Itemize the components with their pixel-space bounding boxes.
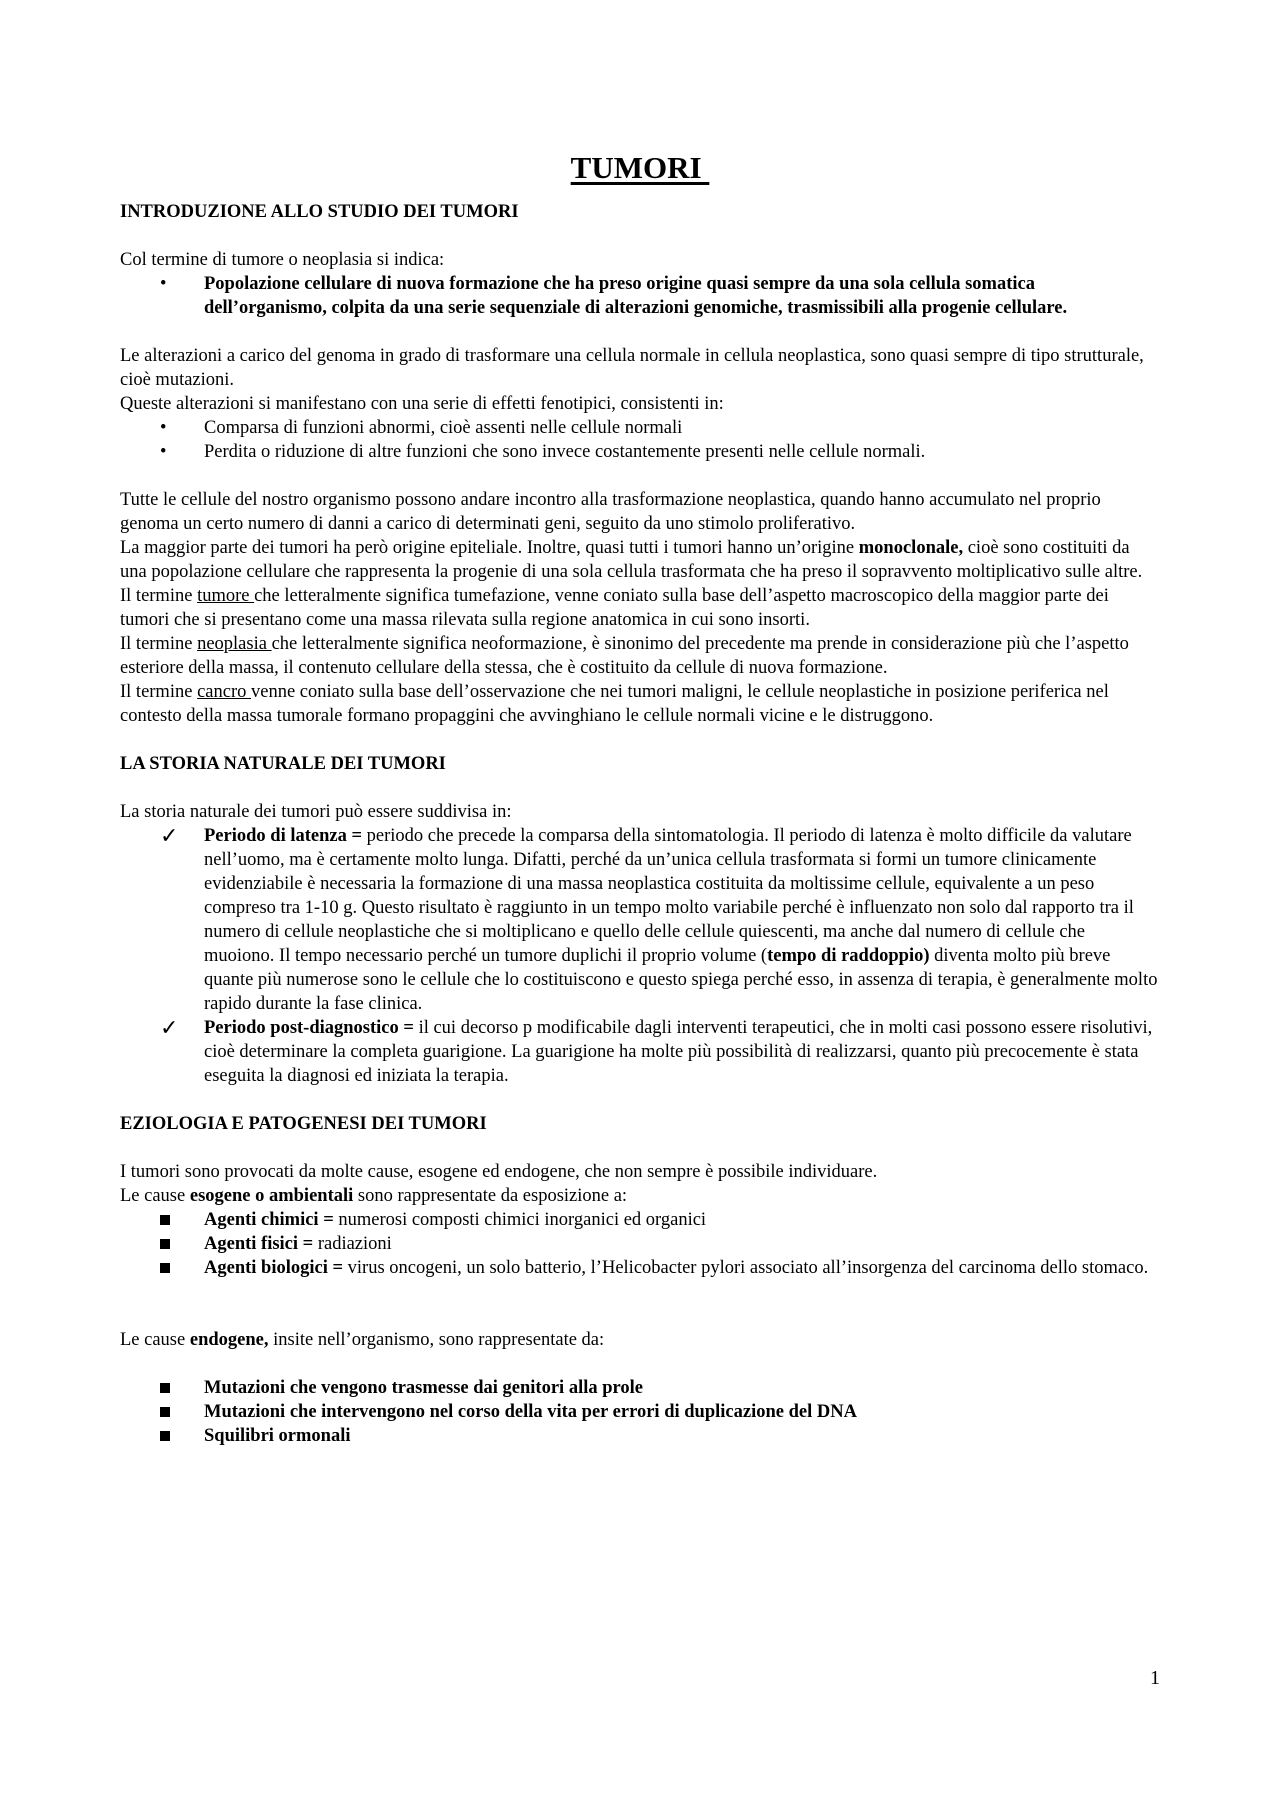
text-run: che letteralmente significa tumefazione, venne coniato sulla base dell’aspetto macroscopico della maggior parte dei tumori che si presentano come una massa rilevata sulla regione anatomica in cui sono insorti.	[120, 586, 1109, 630]
checkmark-icon	[160, 824, 190, 848]
list-item-text: Popolazione cellulare di nuova formazione che ha preso origine quasi sempre da una sola cellula somatica dell’organismo, colpita da una serie sequenziale di alterazioni genomiche, trasmissibili alla progenie cellulare.	[204, 274, 1068, 318]
bullet-list	[120, 272, 1160, 320]
text-run: numerosi composti chimici inorganici ed organici	[333, 1210, 707, 1230]
bold-term: Periodo di latenza =	[204, 826, 363, 846]
list-item	[120, 1376, 1160, 1400]
text-run: sono rappresentate da esposizione a:	[353, 1186, 628, 1206]
list-item-text: Mutazioni che vengono trasmesse dai genitori alla prole	[204, 1378, 643, 1398]
text-run: radiazioni	[313, 1234, 392, 1254]
paragraph: Tutte le cellule del nostro organismo possono andare incontro alla trasformazione neoplastica, quando hanno accumulato nel proprio genoma un certo numero di danni a carico di determinati geni, seguito da uno stimolo proliferativo.	[120, 490, 1101, 534]
paragraph	[120, 632, 1160, 680]
bold-term: endogene,	[189, 1330, 269, 1350]
paragraph: I tumori sono provocati da molte cause, esogene ed endogene, che non sempre è possibile individuare.	[120, 1162, 878, 1182]
list-item	[120, 1256, 1160, 1280]
list-item-text: Comparsa di funzioni abnormi, cioè assenti nelle cellule normali	[204, 418, 683, 438]
bold-term: Agenti biologici =	[204, 1258, 344, 1278]
bullet-list	[120, 416, 1160, 464]
text-run: virus oncogeni, un solo batterio, l’Helicobacter pylori associato all’insorgenza del carcinoma dello stomaco.	[343, 1258, 1149, 1278]
text-run: La maggior parte dei tumori ha però origine epiteliale. Inoltre, quasi tutti i tumori hanno un’origine	[120, 538, 859, 558]
bold-term: tempo di raddoppio)	[767, 946, 930, 966]
bold-term: Agenti chimici =	[204, 1210, 334, 1230]
checkmark-icon	[160, 1016, 190, 1040]
list-item	[120, 1424, 1160, 1448]
list-item	[120, 1232, 1160, 1256]
text-run: venne coniato sulla base dell’osservazione che nei tumori maligni, le cellule neoplastiche in posizione periferica nel contesto della massa tumorale formano propaggini che avvinghiano le cellule normali vicine e le distruggono.	[120, 682, 1109, 726]
bullet-icon	[160, 440, 190, 464]
text-run: periodo che precede la comparsa della sintomatologia. Il periodo di latenza è molto difficile da valutare nell’uomo, ma è certamente molto lunga. Difatti, perché da un’unica cellula trasformata si formi un tumore clinicamente evidenziabile è necessaria la formazione di una massa neoplastica costituita da moltissime cellule, equivalente a un peso compreso tra 1-10 g. Questo risultato è raggiunto in un tempo molto variabile perché è influenzato non solo dal rapporto tra il numero di cellule neoplastiche che si moltiplicano e quello delle cellule quiescenti, ma anche dal numero di cellule che muoiono. Il tempo necessario perché un tumore duplichi il proprio volume (	[204, 826, 1134, 966]
bold-term: Agenti fisici =	[204, 1234, 314, 1254]
list-item	[120, 416, 1160, 440]
paragraph	[120, 584, 1160, 632]
underlined-term: tumore	[197, 586, 255, 606]
bold-term: monoclonale,	[858, 538, 964, 558]
square-bullet-icon	[160, 1232, 190, 1256]
square-bullet-icon	[160, 1208, 190, 1232]
list-item	[120, 440, 1160, 464]
document-title	[120, 150, 1160, 186]
text-run: Le cause	[120, 1330, 190, 1350]
paragraph: Queste alterazioni si manifestano con una serie di effetti fenotipici, consistenti in:	[120, 394, 724, 414]
square-bullet-icon	[160, 1256, 190, 1280]
paragraph	[120, 1328, 1160, 1352]
paragraph	[120, 680, 1160, 728]
list-item-text: Mutazioni che intervengono nel corso della vita per errori di duplicazione del DNA	[204, 1402, 857, 1422]
text-run: insite nell’organismo, sono rappresentate da:	[268, 1330, 605, 1350]
bold-term: Periodo post-diagnostico =	[204, 1018, 414, 1038]
list-item-text: Perdita o riduzione di altre funzioni che sono invece costantemente presenti nelle cellule normali.	[204, 442, 926, 462]
paragraph: Le alterazioni a carico del genoma in grado di trasformare una cellula normale in cellula neoplastica, sono quasi sempre di tipo strutturale, cioè mutazioni.	[120, 346, 1144, 390]
list-item	[120, 1016, 1160, 1088]
text-run: che letteralmente significa neoformazione, è sinonimo del precedente ma prende in considerazione più che l’aspetto esteriore della massa, il contenuto cellulare della stessa, che è costituito da cellule di nuova formazione.	[120, 634, 1129, 678]
title-text: TUMORI	[570, 150, 710, 185]
page-number: 1	[1150, 1667, 1160, 1689]
bullet-icon	[160, 416, 190, 440]
paragraph	[120, 1184, 1160, 1208]
list-item	[120, 1208, 1160, 1232]
text-run: Il termine	[120, 682, 198, 702]
underlined-term: cancro	[197, 682, 251, 702]
bullet-icon	[160, 272, 190, 296]
underlined-term: neoplasia	[197, 634, 272, 654]
square-bullet-icon	[160, 1376, 190, 1400]
bold-term: esogene o ambientali	[189, 1186, 354, 1206]
list-item	[120, 824, 1160, 1016]
list-item-text: Squilibri ormonali	[204, 1426, 351, 1446]
paragraph	[120, 536, 1160, 584]
checkmark-list	[120, 824, 1160, 1088]
square-bullet-icon	[160, 1424, 190, 1448]
text-run: il cui decorso p modificabile dagli interventi terapeutici, che in molti casi possono essere risolutivi, cioè determinare la completa guarigione. La guarigione ha molte più possibilità di realizzarsi, quanto più precocemente è stata eseguita la diagnosi ed iniziata la terapia.	[204, 1018, 1153, 1086]
text-run: Le cause	[120, 1186, 190, 1206]
text-run: Il termine	[120, 586, 198, 606]
text-run: Il termine	[120, 634, 198, 654]
text-run: diventa molto più breve quante più numerose sono le cellule che lo costituiscono e questo spiega perché esso, in assenza di terapia, è generalmente molto rapido durante la fase clinica.	[204, 946, 1158, 1014]
paragraph: La storia naturale dei tumori può essere suddivisa in:	[120, 802, 512, 822]
square-bullet-list	[120, 1376, 1160, 1448]
section-heading-eziologia: EZIOLOGIA E PATOGENESI DEI TUMORI	[120, 1114, 487, 1134]
section-heading-storia-naturale: LA STORIA NATURALE DEI TUMORI	[120, 754, 446, 774]
list-item	[120, 1400, 1160, 1424]
square-bullet-icon	[160, 1400, 190, 1424]
paragraph: Col termine di tumore o neoplasia si indica:	[120, 250, 445, 270]
list-item	[120, 272, 1160, 320]
text-run: cioè sono costituiti da una popolazione cellulare che rappresenta la progenie di una sola cellula trasformata che ha preso il sopravvento moltiplicativo sulle altre.	[120, 538, 1143, 582]
section-heading-introduzione: INTRODUZIONE ALLO STUDIO DEI TUMORI	[120, 202, 519, 222]
square-bullet-list	[120, 1208, 1160, 1280]
